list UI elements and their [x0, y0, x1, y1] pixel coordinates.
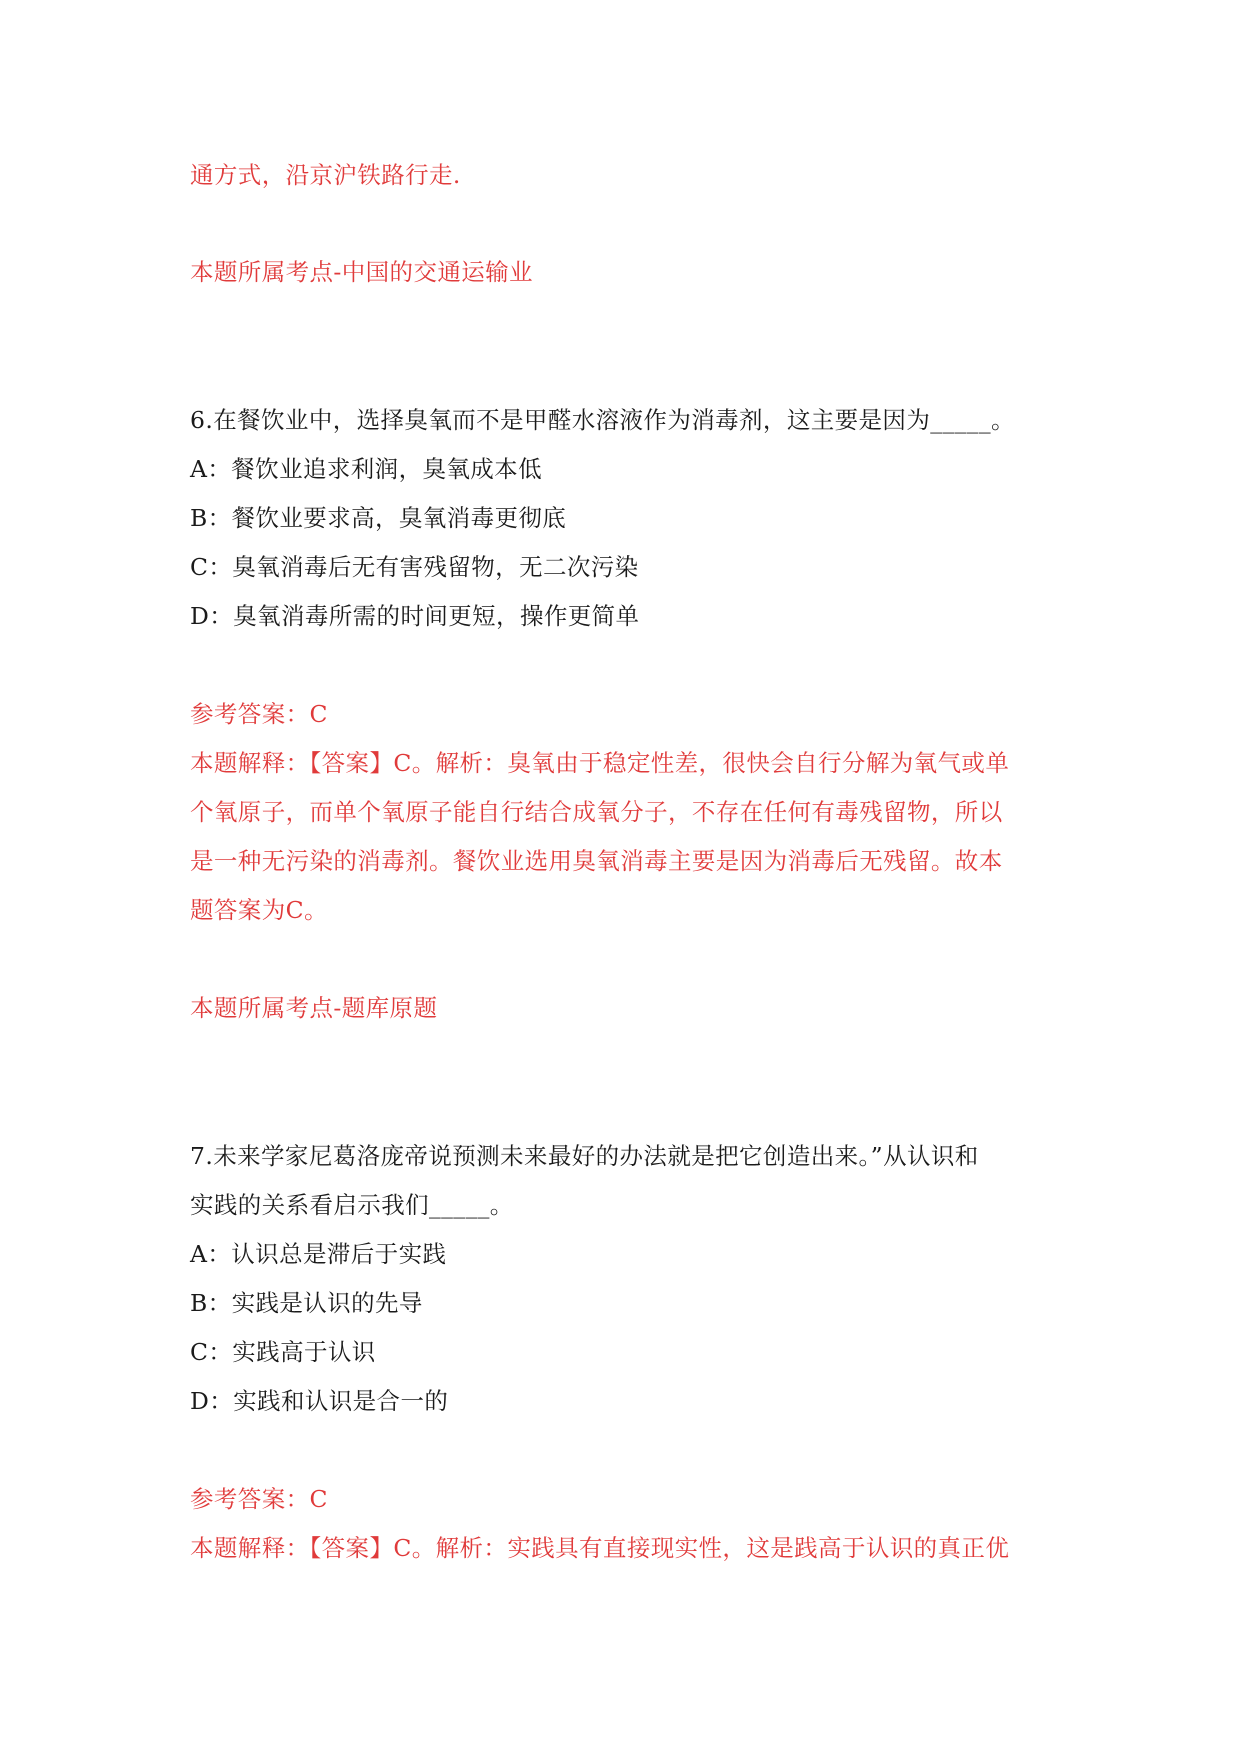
q6-explanation-line-2: 个氧原子，而单个氧原子能自行结合成氧分子，不存在任何有毒残留物，所以 — [190, 798, 1003, 826]
q7-stem-line-1: 7.未来学家尼葛洛庞帝说预测未来最好的办法就是把它创造出来。”从认识和 — [190, 1142, 979, 1170]
q6-explanation-line-3: 是一种无污染的消毒剂。餐饮业选用臭氧消毒主要是因为消毒后无残留。故本 — [190, 847, 1003, 875]
q6-option-b: B：餐饮业要求高，臭氧消毒更彻底 — [190, 504, 567, 532]
q7-option-b: B：实践是认识的先导 — [190, 1289, 423, 1317]
prev-topic: 本题所属考点-中国的交通运输业 — [190, 258, 533, 286]
q6-topic: 本题所属考点-题库原题 — [190, 994, 438, 1022]
q6-option-c: C：臭氧消毒后无有害残留物，无二次污染 — [190, 553, 639, 581]
q6-stem: 6.在餐饮业中，选择臭氧而不是甲醛水溶液作为消毒剂，这主要是因为_____。 — [190, 406, 1015, 434]
q6-option-d: D：臭氧消毒所需的时间更短，操作更简单 — [190, 602, 640, 630]
q7-stem-line-2: 实践的关系看启示我们_____。 — [190, 1191, 514, 1219]
q7-option-c: C：实践高于认识 — [190, 1338, 376, 1366]
q6-answer: 参考答案：C — [190, 700, 328, 728]
q7-option-d: D：实践和认识是合一的 — [190, 1387, 449, 1415]
q6-option-a: A：餐饮业追求利润，臭氧成本低 — [190, 455, 542, 483]
prev-explanation-end: 通方式，沿京沪铁路行走. — [190, 161, 461, 189]
q7-option-a: A：认识总是滞后于实践 — [190, 1240, 447, 1268]
q6-explanation-line-4: 题答案为C。 — [190, 896, 328, 924]
q6-explanation-line-1: 本题解释：【答案】C。解析：臭氧由于稳定性差，很快会自行分解为氧气或单 — [190, 749, 1010, 777]
q7-answer: 参考答案：C — [190, 1485, 328, 1513]
q7-explanation-line-1: 本题解释：【答案】C。解析：实践具有直接现实性，这是践高于认识的真正优 — [190, 1534, 1010, 1562]
